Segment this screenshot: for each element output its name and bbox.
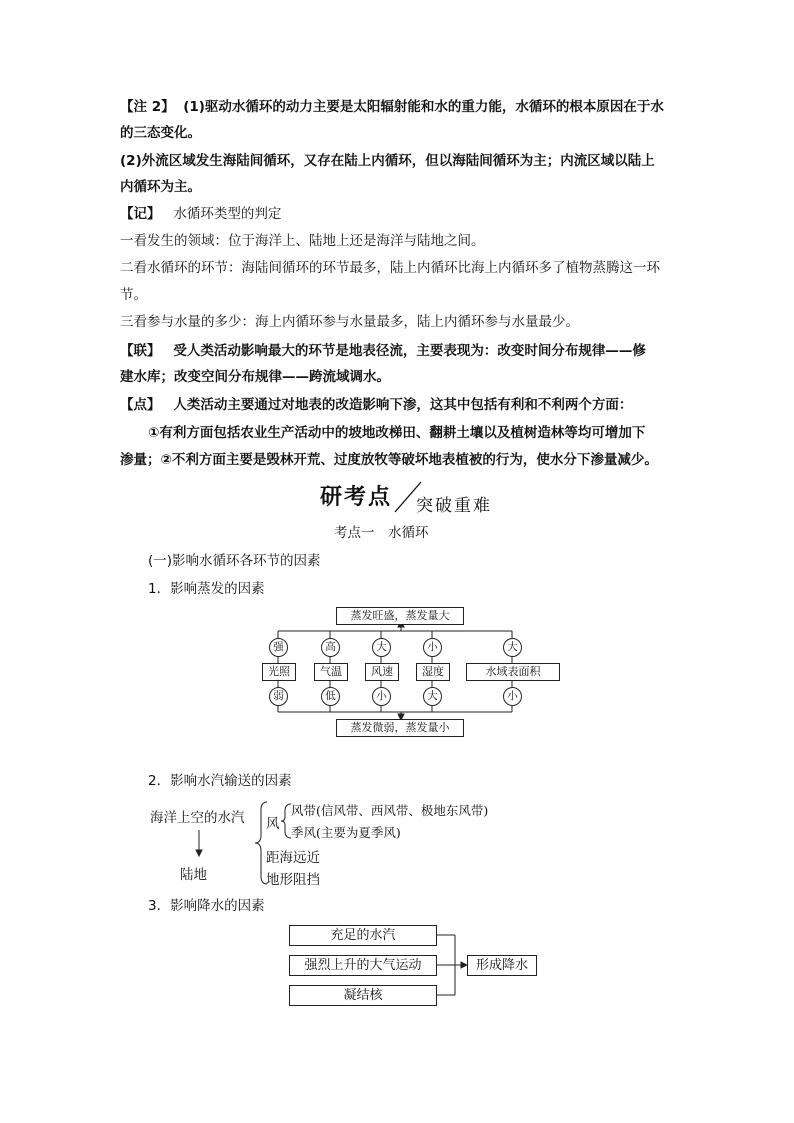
subsection-title: (一)影响水循环各环节的因素 — [148, 553, 321, 569]
precip-cause-1: 充足的水汽 — [289, 925, 437, 946]
ji-line2: 二看水循环的环节：海陆间循环的环节最多，陆上内循环比海上内循环多了植物蒸腾这一环 — [120, 260, 660, 276]
note2-line3: (2)外流区域发生海陆间循环，又存在陆上内循环，但以海陆间循环为主；内流区域以陆上 — [120, 153, 655, 169]
evap-high-3: 小 — [423, 638, 442, 657]
evap-high-2: 大 — [372, 638, 391, 657]
lian-line2: 建水库；改变空间分布规律——跨流域调水。 — [120, 369, 390, 385]
evap-bottom-box: 蒸发微弱，蒸发量小 — [336, 719, 464, 737]
evap-factor-3: 湿度 — [416, 663, 450, 681]
evap-low-0: 弱 — [269, 687, 288, 706]
evap-factor-0: 光照 — [262, 663, 296, 681]
vapor-distance: 距海远近 — [266, 850, 320, 866]
evap-low-2: 小 — [372, 687, 391, 706]
item2-title: 2．影响水汽输送的因素 — [148, 773, 292, 789]
note2-line4: 内循环为主。 — [120, 179, 201, 195]
ji-line4: 三看参与水量的多少：海上内循环参与水量最多，陆上内循环参与水量最少。 — [120, 314, 579, 330]
evap-factor-1: 气温 — [314, 663, 348, 681]
evap-high-4: 大 — [503, 638, 522, 657]
dian-line2: ①有利方面包括农业生产活动中的坡地改梯田、翻耕土壤以及植树造林等均可增加下 — [148, 425, 646, 441]
evap-factor-4: 水域表面积 — [466, 663, 560, 681]
precip-cause-3: 凝结核 — [289, 985, 437, 1006]
lian-line1: 【联】 受人类活动影响最大的环节是地表径流，主要表现为：改变时间分布规律——修 — [120, 343, 646, 359]
evap-low-4: 小 — [503, 687, 522, 706]
evap-top-box: 蒸发旺盛，蒸发量大 — [336, 607, 464, 625]
note2-line1: 【注 2】 (1)驱动水循环的动力主要是太阳辐射能和水的重力能，水循环的根本原因在于水 — [120, 99, 664, 115]
precip-cause-2: 强烈上升的大气运动 — [289, 955, 437, 976]
vapor-wind: 风 — [266, 816, 280, 832]
item3-title: 3．影响降水的因素 — [148, 898, 265, 914]
ji-heading: 【记】 水循环类型的判定 — [120, 206, 282, 222]
dian-line3: 渗量；②不利方面主要是毁林开荒、过度放牧等破坏地表植被的行为，使水分下渗量减少。 — [120, 452, 658, 468]
vapor-target: 陆地 — [180, 867, 207, 883]
evap-high-1: 高 — [321, 638, 340, 657]
ji-line3: 节。 — [120, 287, 147, 303]
note2-line2: 的三态变化。 — [120, 125, 201, 141]
evap-low-1: 低 — [321, 687, 340, 706]
dian-line1: 【点】 人类活动主要通过对地表的改造影响下渗，这其中包括有利和不利两个方面： — [120, 397, 633, 413]
evap-high-0: 强 — [269, 638, 288, 657]
evap-low-3: 大 — [423, 687, 442, 706]
vapor-terrain: 地形阻挡 — [266, 872, 320, 888]
item1-title: 1．影响蒸发的因素 — [148, 581, 265, 597]
vapor-monsoon: 季风(主要为夏季风) — [291, 825, 401, 840]
evap-factor-2: 风速 — [365, 663, 399, 681]
precip-result: 形成降水 — [467, 955, 537, 976]
banner-sub: 突破重难 — [416, 496, 492, 516]
section-title: 考点一 水循环 — [334, 525, 429, 541]
vapor-belt: 风带(信风带、西风带、极地东风带) — [291, 803, 489, 818]
banner-main: 研考点 — [320, 485, 393, 510]
vapor-source: 海洋上空的水汽 — [150, 810, 245, 826]
ji-line1: 一看发生的领域：位于海洋上、陆地上还是海洋与陆地之间。 — [120, 233, 485, 249]
